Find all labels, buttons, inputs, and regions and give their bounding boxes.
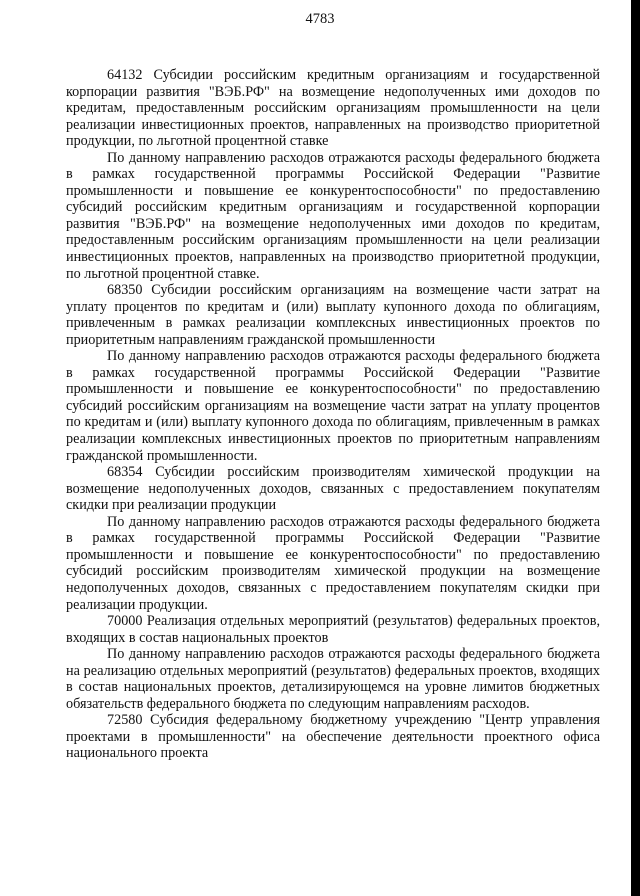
document-body xyxy=(66,67,600,762)
paragraph-70000-description: По данному направлению расходов отражаются расходы федерального бюджета на реализацию отдельных мероприятий (результатов) федеральных проектов, входящих в состав национальных проектов, детализирующемся на уровне лимитов бюджетных обязательств федерального бюджета по следующим направлениям расходов. xyxy=(66,646,600,712)
paragraph-68354-heading: 68354 Субсидии российским производителям химической продукции на возмещение недополученных доходов, связанных с предоставлением покупателям скидки при реализации продукции xyxy=(66,464,600,514)
page-number: 4783 xyxy=(305,11,335,27)
paragraph-68354-description: По данному направлению расходов отражаются расходы федерального бюджета в рамках государственной программы Российской Федерации "Развитие промышленности и повышение ее конкурентоспособности" по предоставлению субсидий российским производителям химической продукции на возмещение недополученных доходов, связанных с предоставлением покупателям скидки при реализации продукции. xyxy=(66,513,600,613)
paragraph-64132-description: По данному направлению расходов отражаются расходы федерального бюджета в рамках государственной программы Российской Федерации "Развитие промышленности и повышение ее конкурентоспособности" по предоставлению субсидий российским кредитным организациям и государственной корпорации развития "ВЭБ.РФ" на возмещение недополученных ими доходов по кредитам, предоставленным российским организациям промышленности на цели реализации инвестиционных проектов, направленных на производство приоритетной продукции, по льготной процентной ставке. xyxy=(66,149,600,282)
paragraph-64132-heading: 64132 Субсидии российским кредитным организациям и государственной корпорации развития "ВЭБ.РФ" на возмещение недополученных ими доходов по кредитам, предоставленным российским организациям промышленности на цели реализации инвестиционных проектов, направленных на производство приоритетной продукции, по льготной процентной ставке xyxy=(66,67,600,150)
paragraph-68350-description: По данному направлению расходов отражаются расходы федерального бюджета в рамках государственной программы Российской Федерации "Развитие промышленности и повышение ее конкурентоспособности" по предоставлению субсидий российским организациям на возмещение части затрат на уплату процентов по кредитам и (или) выплату купонного дохода по облигациям, привлеченным в рамках реализации комплексных инвестиционных проектов по приоритетным направлениям гражданской промышленности. xyxy=(66,348,600,464)
paragraph-72580-heading: 72580 Субсидия федеральному бюджетному учреждению "Центр управления проектами в промышленности" на обеспечение деятельности проектного офиса национального проекта xyxy=(66,712,600,762)
paragraph-70000-heading: 70000 Реализация отдельных мероприятий (результатов) федеральных проектов, входящих в состав национальных проектов xyxy=(66,613,600,646)
scan-edge-border xyxy=(631,0,640,896)
paragraph-68350-heading: 68350 Субсидии российским организациям на возмещение части затрат на уплату процентов по кредитам и (или) выплату купонного дохода по облигациям, привлеченным в рамках реализации комплексных инвестиционных проектов по приоритетным направлениям гражданской промышленности xyxy=(66,282,600,348)
